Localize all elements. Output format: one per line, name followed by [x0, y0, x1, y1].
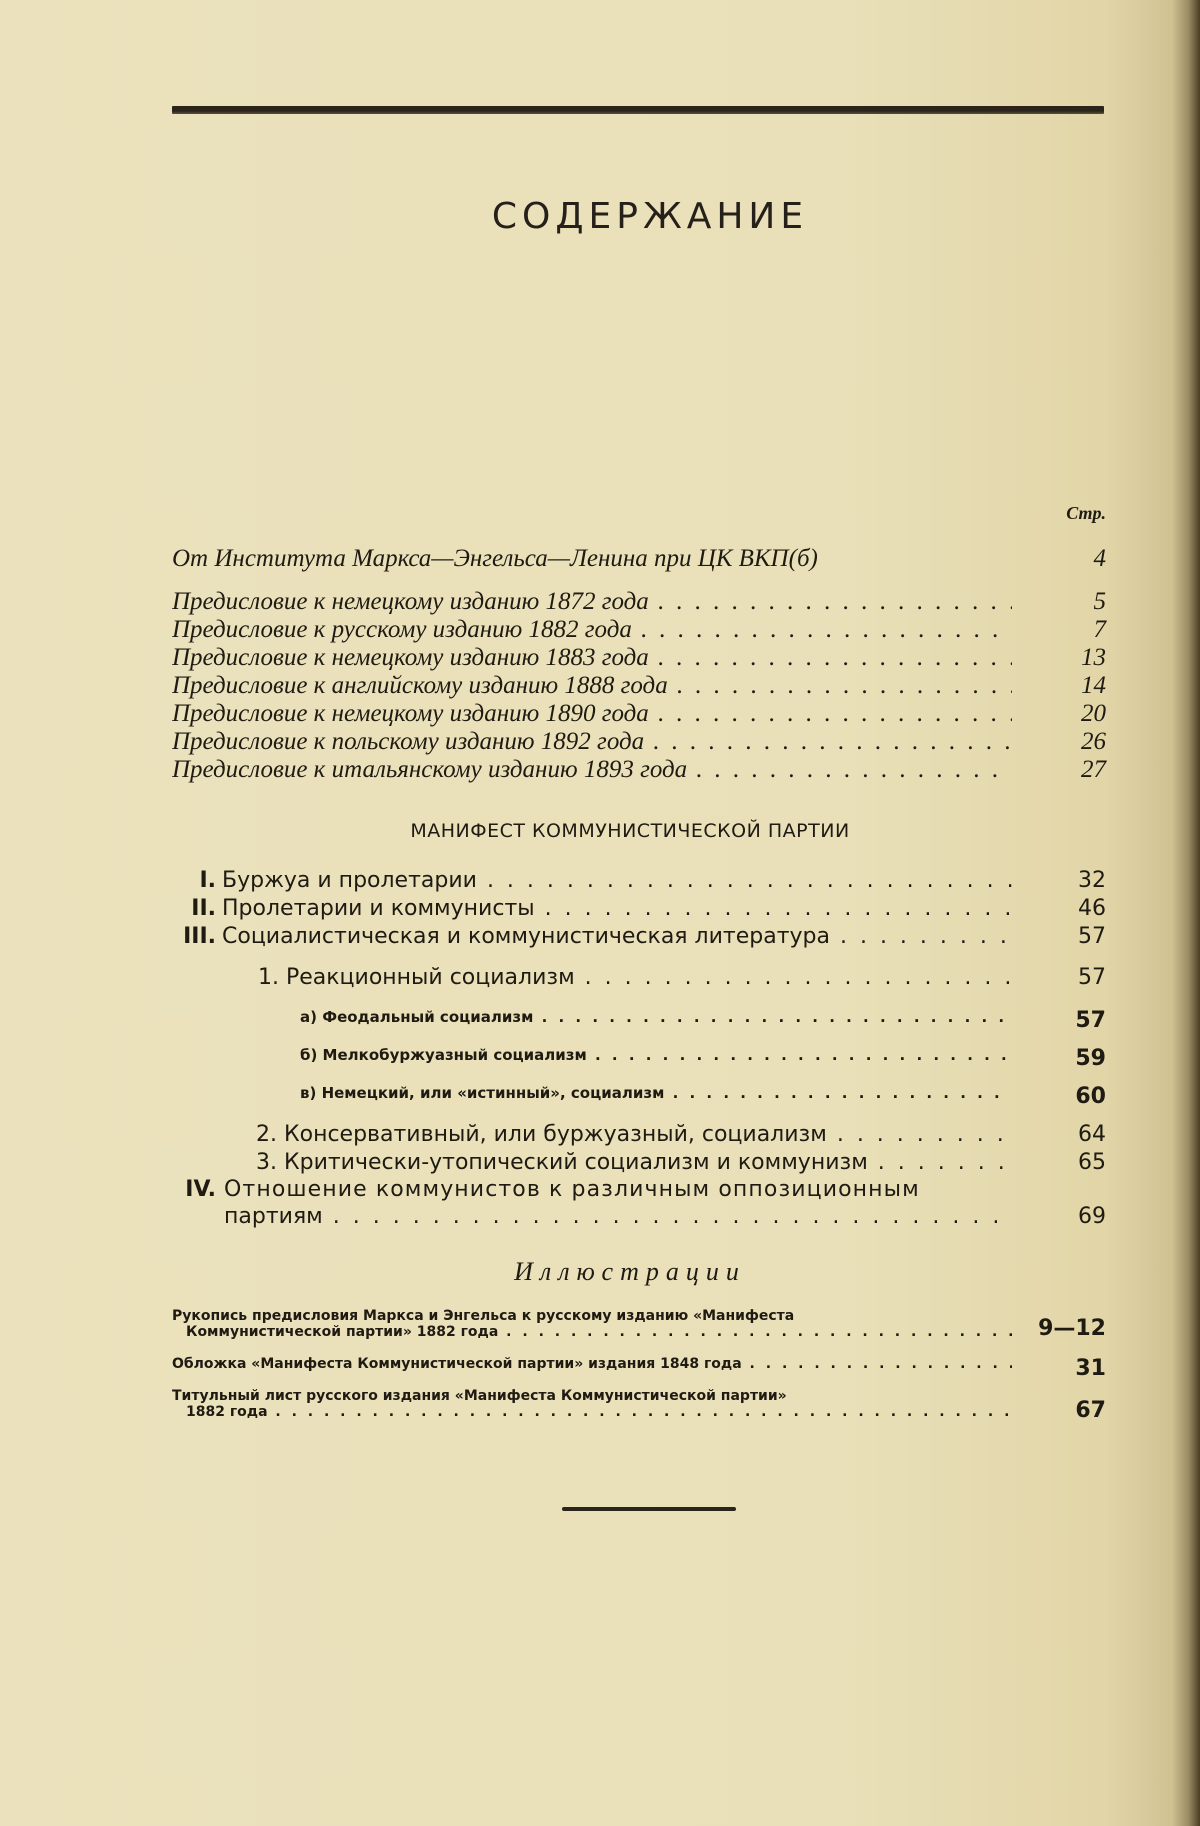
toc-entry-preface — [172, 756, 1106, 784]
toc-entry-text: От Института Маркса—Энгельса—Ленина при ЦК ВКП(б) — [172, 545, 818, 572]
page-column-heading: Стр. — [1066, 503, 1106, 523]
illustration-page: 67 — [1075, 1398, 1106, 1423]
toc-chapter-iv — [174, 1177, 1106, 1229]
toc-entry-text: партиям . . . — [224, 1204, 1012, 1229]
illustration-entry — [172, 1356, 1106, 1381]
toc-entry-page: 59 — [1075, 1046, 1106, 1071]
manifesto-heading: МАНИФЕСТ КОММУНИСТИЧЕСКОЙ ПАРТИИ — [410, 820, 850, 842]
top-rule — [172, 106, 1104, 114]
toc-entry-text: Предисловие к немецкому изданию 1890 года . . . — [172, 700, 1012, 728]
toc-entry-institute — [172, 545, 1106, 573]
illustration-entry — [172, 1388, 1106, 1423]
toc-entry-text: Предисловие к итальянскому изданию 1893 года . . . — [172, 756, 1012, 784]
toc-entry-page: 57 — [1075, 1008, 1106, 1033]
chapter-number: IV. — [185, 1177, 216, 1202]
toc-entry-page: 60 — [1075, 1084, 1106, 1109]
illustration-entry — [172, 1308, 1106, 1341]
toc-chapter — [188, 868, 1106, 893]
illustration-continuation — [186, 1404, 1012, 1420]
page-title: СОДЕРЖАНИЕ — [491, 196, 809, 237]
toc-entry-preface — [172, 700, 1106, 728]
illustration-text: Коммунистической партии» 1882 года . . . — [186, 1324, 1012, 1340]
chapter-number: I. — [199, 868, 216, 893]
toc-entry-page: 7 — [1093, 616, 1106, 643]
toc-entry-page: 69 — [1078, 1204, 1106, 1229]
toc-entry-text: Предисловие к немецкому изданию 1883 года . . . — [172, 644, 1012, 672]
toc-entry-text: в) Немецкий, или «истинный», социализм . . . — [300, 1084, 1012, 1102]
chapter-number: III. — [183, 924, 216, 949]
toc-entry-page: 32 — [1078, 868, 1106, 893]
illustration-page: 9—12 — [1038, 1316, 1106, 1341]
toc-entry-text: 3. Критически-утопический социализм и коммунизм . . . — [256, 1150, 1012, 1175]
toc-subsection — [258, 965, 1106, 990]
toc-entry-page: 26 — [1081, 728, 1106, 755]
illustration-page: 31 — [1075, 1356, 1106, 1381]
toc-entry-text: Буржуа и пролетарии . . . — [222, 868, 1012, 893]
page-edge-shadow — [1172, 0, 1200, 1826]
toc-entry-preface — [172, 672, 1106, 700]
toc-entry-text: Социалистическая и коммунистическая литература . . . — [222, 924, 1012, 949]
toc-subitem — [300, 1008, 1106, 1033]
toc-subitem — [300, 1084, 1106, 1109]
bottom-rule — [562, 1507, 736, 1511]
illustrations-heading: Иллюстрации — [514, 1257, 746, 1286]
toc-entry-text: 1. Реакционный социализм . . . — [258, 965, 1012, 990]
toc-entry-page: 14 — [1081, 672, 1106, 699]
illustration-text: 1882 года . . . — [186, 1404, 1012, 1420]
toc-chapter — [174, 896, 1106, 921]
toc-subsection — [256, 1150, 1106, 1175]
toc-entry-page: 57 — [1078, 924, 1106, 949]
toc-subitem — [300, 1046, 1106, 1071]
toc-entry-preface — [172, 616, 1106, 644]
toc-entry-text: 2. Консервативный, или буржуазный, социализм . . . — [256, 1122, 1012, 1147]
illustration-text: Титульный лист русского издания «Манифеста Коммунистической партии» — [172, 1388, 787, 1404]
toc-entry-page: 5 — [1093, 588, 1106, 615]
toc-entry-preface — [172, 644, 1106, 672]
toc-entry-text: Предисловие к польскому изданию 1892 года . . . — [172, 728, 1012, 756]
illustration-continuation — [186, 1324, 1012, 1340]
toc-entry-text: а) Феодальный социализм . . . — [300, 1008, 1012, 1026]
toc-entry-page: 65 — [1078, 1150, 1106, 1175]
toc-entry-page: 27 — [1081, 756, 1106, 783]
toc-entry-text: Пролетарии и коммунисты . . . — [222, 896, 1012, 921]
toc-entry-text: Отношение коммунистов к различным оппозиционным — [224, 1177, 920, 1202]
toc-chapter — [172, 924, 1106, 949]
toc-entry-text: б) Мелкобуржуазный социализм . . . — [300, 1046, 1012, 1064]
toc-entry-preface — [172, 588, 1106, 616]
illustration-text: Рукопись предисловия Маркса и Энгельса к русскому изданию «Манифеста — [172, 1308, 795, 1324]
toc-entry-preface — [172, 728, 1106, 756]
toc-entry-page: 20 — [1081, 700, 1106, 727]
toc-entry-page: 64 — [1078, 1122, 1106, 1147]
toc-entry-text: Предисловие к русскому изданию 1882 года . . . — [172, 616, 1012, 644]
chapter-number: II. — [191, 896, 216, 921]
toc-entry-page: 57 — [1078, 965, 1106, 990]
toc-entry-page: 46 — [1078, 896, 1106, 921]
toc-entry-continuation — [224, 1204, 1106, 1229]
illustration-text: Обложка «Манифеста Коммунистической партии» издания 1848 года . . . — [172, 1356, 1012, 1372]
toc-entry-text: Предисловие к английскому изданию 1888 года . . . — [172, 672, 1012, 700]
toc-subsection — [256, 1122, 1106, 1147]
toc-entry-page: 13 — [1081, 644, 1106, 671]
toc-entry-text: Предисловие к немецкому изданию 1872 года . . . — [172, 588, 1012, 616]
toc-entry-page: 4 — [1093, 545, 1106, 572]
